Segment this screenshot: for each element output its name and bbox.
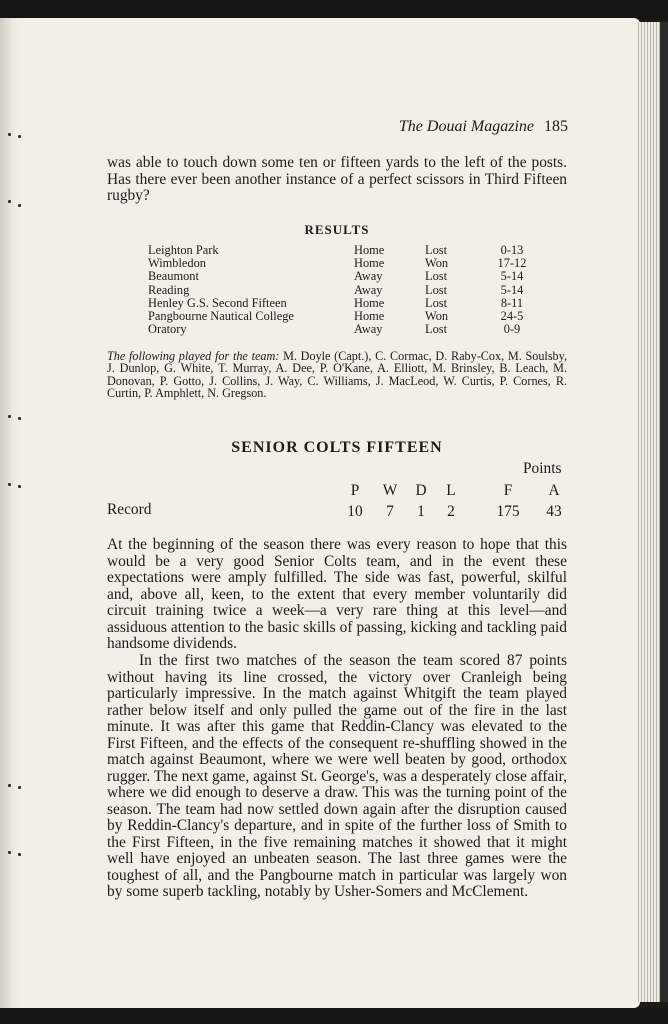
venue-cell: Home (354, 243, 385, 257)
result-cell: Won (425, 309, 449, 324)
record-played: 10 (347, 503, 363, 520)
record-label: Record (107, 501, 152, 518)
score-cell: 0-13 (500, 243, 524, 257)
result-cell: Won (425, 256, 449, 271)
scan-border-top (0, 0, 668, 20)
result-cell: Lost (425, 269, 448, 284)
opponent-cell: Beaumont (148, 269, 199, 284)
record-drawn: 1 (417, 503, 425, 520)
score-cell: 0-9 (503, 322, 521, 337)
opponent-cell: Reading (148, 282, 190, 297)
venue-cell: Away (354, 269, 383, 284)
binding-mark (8, 200, 11, 203)
venue-cell: Away (354, 282, 383, 297)
binding-mark (18, 485, 21, 488)
binding-mark (8, 784, 11, 787)
column-header-lost: L (446, 482, 456, 499)
binding-mark (18, 417, 21, 420)
binding-mark (8, 133, 11, 136)
page-number: 185 (544, 118, 568, 135)
table-row (148, 310, 535, 323)
result-cell: Lost (425, 322, 448, 337)
magazine-title: The Douai Magazine (398, 118, 534, 135)
binding-mark (8, 851, 11, 854)
section-heading: SENIOR COLTS FIFTEEN (231, 439, 443, 456)
points-label: Points (523, 460, 562, 477)
record-points-against: 43 (546, 503, 562, 520)
opponent-cell: Wimbledon (148, 256, 207, 271)
score-cell: 5-14 (500, 282, 524, 297)
opponent-cell: Henley G.S. Second Fifteen (148, 295, 287, 310)
result-cell: Lost (425, 282, 448, 297)
venue-cell: Home (354, 256, 385, 271)
score-cell: 17-12 (497, 256, 527, 271)
record-lost: 2 (447, 503, 455, 520)
opponent-cell: Pangbourne Nautical College (148, 309, 294, 324)
result-cell: Lost (425, 295, 448, 310)
binding-mark (18, 786, 21, 789)
results-table (148, 244, 535, 336)
results-heading: RESULTS (304, 222, 370, 237)
record-points-for: 175 (496, 503, 520, 520)
table-row (148, 270, 535, 283)
venue-cell: Home (354, 309, 385, 324)
binding-mark (18, 135, 21, 138)
score-cell: 5-14 (500, 269, 524, 284)
binding-mark (8, 415, 11, 418)
binding-mark (8, 483, 11, 486)
book-cover-edge (660, 22, 668, 1002)
record-won: 7 (386, 503, 394, 520)
binding-mark (18, 204, 21, 207)
intro-paragraph: was able to touch down some ten or fifteen yards to the left of the posts. Has there ever been another instance of a perfect scissors in Third Fifteen rugby? (107, 154, 567, 204)
opponent-cell: Oratory (148, 322, 187, 337)
opponent-cell: Leighton Park (148, 243, 219, 257)
score-cell: 24-5 (500, 309, 524, 324)
binding-mark (18, 853, 21, 856)
score-cell: 8-11 (500, 295, 524, 310)
team-list (107, 350, 567, 400)
body-paragraph: In the first two matches of the season the team scored 87 points without having its line crossed, the victory over Cranleigh being particularly impressive. In the match against Whitgift the team played rather below itself and only pulled the game out of the fire in the last minute. It was after this game that Reddin-Clancy was elevated to the First Fifteen, and the effects of the consequent re-shuffling showed in the match against Beaumont, where we were well beaten by good, orthodox rugger. The next game, against St. George's, was a desperately close affair, where we did enough to deserve a draw. This was the turning point of the season. The team had now settled down again after the disruption caused by Reddin-Clancy's departure, and in spite of the further loss of Smith to the First Fifteen, in the five remaining matches it showed that it might well have enjoyed an unbeaten season. The last three games were the toughest of all, and the Pangbourne match in particular was largely won by some superb tackling, notably by Usher-Somers and McClement. (107, 652, 567, 900)
venue-cell: Home (354, 295, 385, 310)
column-header-against: A (548, 482, 560, 499)
table-row (148, 244, 535, 257)
venue-cell: Away (354, 322, 383, 337)
running-header (399, 118, 568, 136)
body-paragraph: At the beginning of the season there was every reason to hope that this would be a very good Senior Colts team, and in the event these expectations were amply fulfilled. The side was fast, powerful, skilful and, above all, keen, to the extent that every member voluntarily did circuit training twice a week—a very rare thing at this level—and assiduous attention to the basic skills of passing, kicking and tackling paid handsome dividends. (107, 536, 567, 652)
table-row (148, 257, 535, 270)
table-row (148, 323, 535, 336)
column-header-drawn: D (415, 482, 427, 499)
team-list-names: M. Doyle (Capt.), C. Cormac, D. Raby-Cox, M. Soulsby, J. Dunlop, G. White, T. Murray, A. Dee, P. O'Kane, A. Elliott, M. Brinsley, B. Leach, M. Donovan, P. Gotto, J. Collins, J. Way, C. Williams, J. MacLeod, W. Curtis, P. Cornes, R. Curtin, P. Amphlett, N. Gregson. (107, 349, 567, 401)
column-header-won: W (382, 482, 398, 499)
table-row (148, 284, 535, 297)
column-header-for: F (503, 482, 513, 499)
result-cell: Lost (425, 243, 448, 257)
page-gutter (0, 18, 18, 1008)
scan-border-bottom (0, 1008, 668, 1024)
team-list-lead: The following played for the team: (107, 349, 280, 363)
column-header-played: P (350, 482, 360, 499)
